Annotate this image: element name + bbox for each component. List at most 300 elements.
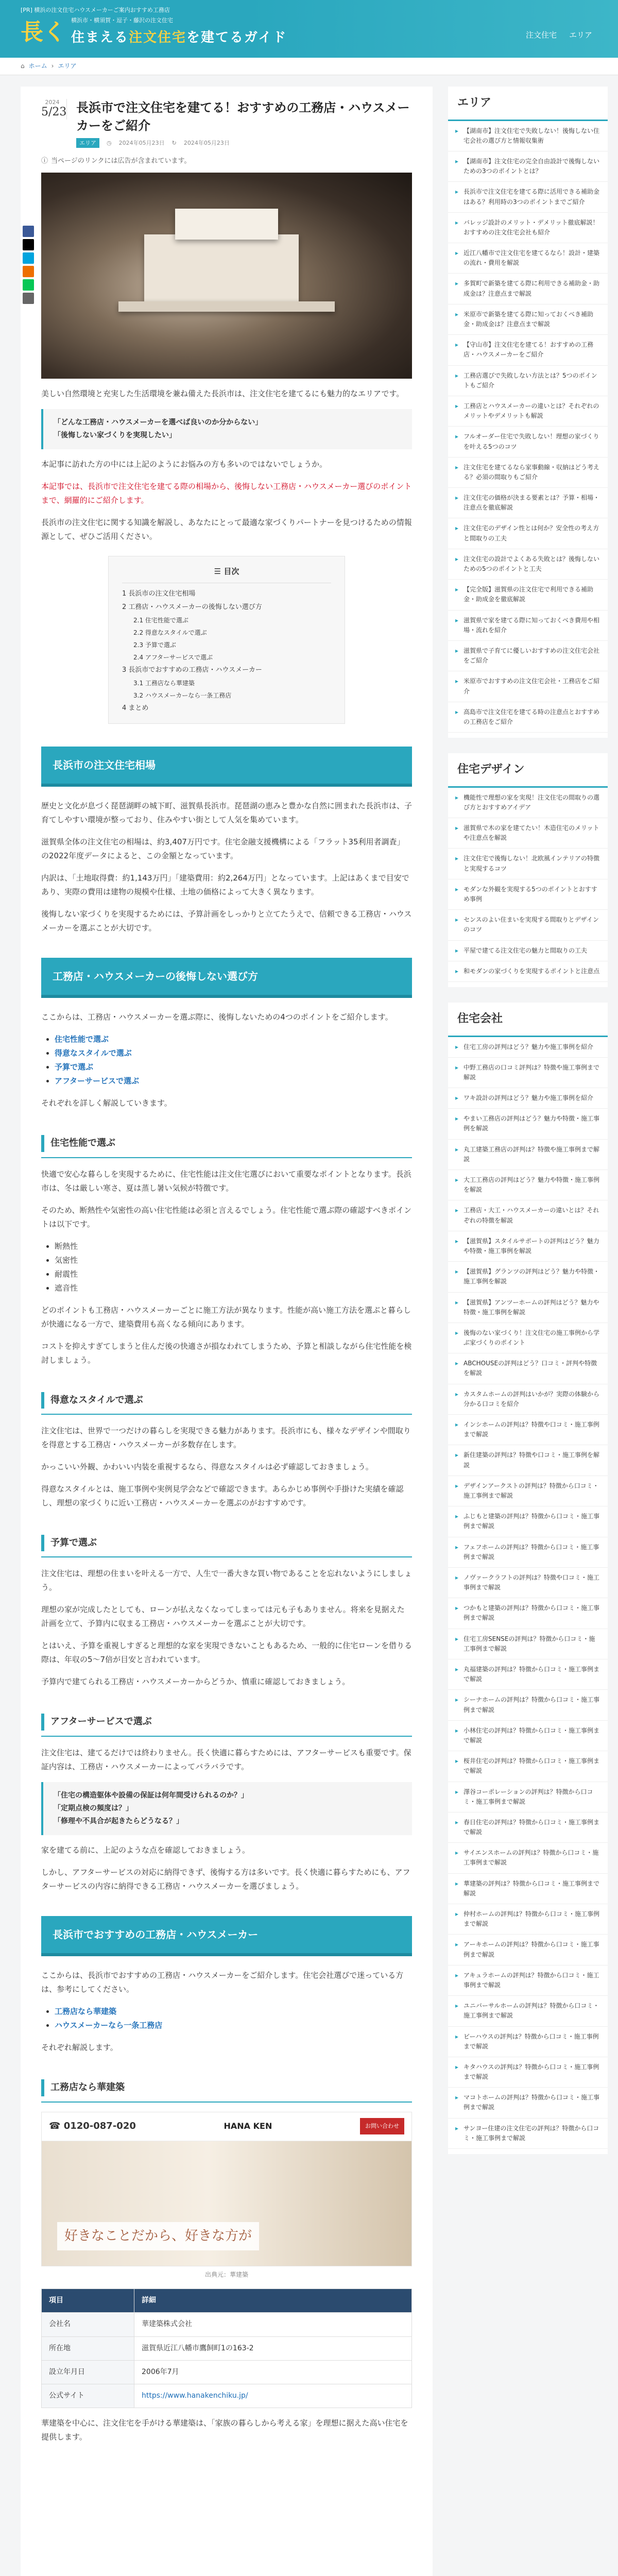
sidebar-item-label: やまい工務店の評判はどう？魅力や特徴・施工事例を解説: [464, 1115, 600, 1132]
chevron-right-icon: ▸: [455, 677, 459, 685]
quote-line: 「住宅の構造躯体や設備の保証は何年間受けられるのか？」: [54, 1791, 248, 1800]
sidebar-item-label: 注文住宅の価格が決まる要素とは？予算・相場・注意点を徹底解説: [464, 494, 600, 512]
chevron-right-icon: ▸: [455, 1063, 459, 1071]
intro-paragraph-2: 本記事に訪れた方の中には上記のようにお悩みの方も多いのではないでしょうか。: [41, 460, 328, 469]
logo-main: [71, 26, 287, 50]
hero-model-base: [118, 301, 335, 312]
s2b-paragraph: 注文住宅は、世界で一つだけの暮らしを実現できる魅力があります。長浜市にも、様々なデザインや間取りを得意とする工務店・ハウスメーカーが多数存在します。: [41, 1426, 411, 1449]
sidebar-item-area[interactable]: [448, 243, 608, 274]
logo-main-a: 住まえる: [71, 29, 129, 45]
chevron-right-icon: ▸: [455, 2063, 459, 2071]
logo-text: [71, 15, 287, 50]
hatena-icon[interactable]: [23, 252, 34, 264]
subheading-performance: 住宅性能で選ぶ: [41, 1130, 412, 1158]
s2-paragraph: ここからは、工務店・ハウスメーカーを選ぶ際に、後悔しないための4つのポイントをご紹介します。: [41, 1012, 393, 1022]
banner-top-bar: [42, 2112, 411, 2141]
sidebar-item-label: 丸工建築工務店の評判は？特徴や施工事例まで解説: [464, 1145, 600, 1163]
sidebar-item-label: 丸福建築の評判は？特徴から口コミ・施工事例まで解説: [464, 1666, 600, 1683]
logo-subtitle: 横浜市・横須賀・逗子・藤沢の注文住宅: [71, 17, 173, 24]
official-site-link[interactable]: https://www.hanakenchiku.jp/: [142, 2392, 248, 2400]
sidebar-item-label: フェフホームの評判は？特徴から口コミ・施工事例まで解説: [464, 1543, 599, 1561]
sidebar-item-area[interactable]: [448, 518, 608, 549]
list-item: [55, 1074, 412, 1088]
chevron-right-icon: ▸: [455, 2124, 459, 2132]
sidebar-item-company[interactable]: [448, 1231, 608, 1262]
sidebar-item-company[interactable]: [448, 1598, 608, 1629]
sidebar-item-label: 注文住宅の設計でよくある失敗とは？後悔しないための5つのポイントと工夫: [464, 555, 600, 573]
sidebar-item-label: 注文住宅で後悔しない！北欧風インテリアの特徴と実現するコツ: [464, 855, 600, 872]
facebook-icon[interactable]: [23, 226, 34, 237]
list-item: • 気密性: [55, 1253, 412, 1267]
sidebar-item-label: 【完全版】滋賀県の注文住宅で利用できる補助金・助成金を徹底解説: [464, 586, 594, 603]
anchor-link[interactable]: 工務店なら華建築: [55, 2007, 117, 2016]
table-header: 項目: [42, 2289, 134, 2313]
sidebar-item-company[interactable]: [448, 1445, 608, 1476]
s2c-paragraph: 予算内で建てられる工務店・ハウスメーカーからどうか、慎重に確認しておきましょう。: [41, 1677, 350, 1687]
post-date: [41, 99, 67, 120]
chevron-right-icon: ▸: [455, 341, 459, 349]
sidebar-item-label: キタハウスの評判は？特徴から口コミ・施工事例まで解説: [464, 2063, 599, 2081]
anchor-link[interactable]: 予算で選ぶ: [55, 1062, 94, 1072]
s2-paragraph: それぞれを詳しく解説していきます。: [41, 1098, 172, 1108]
sidebar-item-label: 住宅工房の評判はどう？魅力や施工事例を紹介: [464, 1043, 594, 1050]
banner-logo: HANA KEN: [224, 2121, 272, 2131]
chevron-right-icon: ▸: [455, 1360, 459, 1367]
toc-list: [122, 587, 331, 715]
chevron-right-icon: ▸: [455, 524, 459, 532]
chevron-right-icon: ▸: [455, 946, 459, 954]
list-item: [55, 2005, 412, 2019]
s2c-paragraph: とはいえ、予算を重視しすぎると理想的な家を実現できないこともあるため、一般的に住宅ローンを借りる際は、年収の5〜7倍が目安と言われています。: [41, 1641, 413, 1665]
sidebar-item-label: 米原市でおすすめの注文住宅会社・工務店をご紹介: [464, 677, 600, 695]
s2d-paragraph: 家を建てる前に、上記のような点を確認しておきましょう。: [41, 1845, 250, 1855]
sidebar-item-company[interactable]: [448, 2088, 608, 2118]
sidebar-item-company[interactable]: [448, 1904, 608, 1935]
chevron-right-icon: ▸: [455, 1329, 459, 1336]
list-item: • 耐震性: [55, 1267, 412, 1281]
post-meta: [76, 138, 412, 148]
line-icon[interactable]: [23, 279, 34, 291]
chevron-right-icon: ▸: [455, 1941, 459, 1948]
table-row: [42, 2360, 412, 2384]
sidebar-item-label: 高島市で注文住宅を建てる時の注意点とおすすめの工務店をご紹介: [464, 708, 600, 725]
sidebar-item-label: 滋賀県で家を建てる際に知っておくべき費用や相場・流れを紹介: [464, 616, 600, 634]
sidebar-item-label: 和モダンの家づくりを実現するポイントと注意点: [464, 967, 600, 975]
chevron-right-icon: ▸: [455, 1573, 459, 1581]
chevron-right-icon: ▸: [455, 1726, 459, 1734]
sidebar-item-company[interactable]: [448, 1293, 608, 1323]
sidebar-item-company[interactable]: [448, 1935, 608, 1965]
sidebar-item-label: サイエンスホームの評判は？特徴から口コミ・施工事例まで解説: [464, 1849, 599, 1867]
post-year: 2024: [45, 99, 60, 106]
hero-model-roof: [175, 209, 278, 240]
quote-line: 「定期点検の頻度は？」: [54, 1804, 133, 1812]
s3-link-list: [55, 2005, 412, 2032]
chevron-right-icon: ▸: [455, 855, 459, 862]
sidebar-item-label: 工務店選びで失敗しない方法とは？5つのポイントもご紹介: [464, 371, 597, 389]
sidebar-item-label: 滋賀県で子育てに優しいおすすめの注文住宅会社をご紹介: [464, 647, 600, 665]
s1-paragraph: 滋賀県全体の注文住宅の相場は、約3,407万円です。住宅金融支援機構による「フラット35利用者調査」の2022年度データによると、この金額となっています。: [41, 837, 405, 861]
chevron-right-icon: ▸: [455, 494, 459, 502]
sidebar-item-label: フルオーダー住宅で失敗しない！理想の家づくりを叶える5つのコツ: [464, 433, 599, 450]
breadcrumb: [0, 58, 618, 75]
sidebar-item-label: ビーハウスの評判は？特徴から口コミ・施工事例まで解説: [464, 2032, 599, 2050]
logo-main-highlight: 注文住宅: [129, 29, 187, 45]
hero-model-block: [144, 234, 299, 301]
sidebar-item-label: 桜井住宅の評判は？特徴から口コミ・施工事例まで解説: [464, 1757, 600, 1775]
chevron-right-icon: ▸: [455, 1666, 459, 1673]
chevron-right-icon: ▸: [455, 916, 459, 924]
toc-item[interactable]: 2 工務店・ハウスメーカーの後悔しない選び方: [122, 603, 262, 612]
toc-item[interactable]: 3 長浜市でおすすめの工務店・ハウスメーカー: [122, 666, 262, 674]
sidebar-item-label: 住宅工房SENSEの評判は？特徴から口コミ・施工事例まで解説: [464, 1635, 595, 1652]
toc-item[interactable]: 3.1 工務店なら華建築: [133, 680, 195, 687]
pocket-icon[interactable]: [23, 266, 34, 277]
sidebar-item-label: アーキホームの評判は？特徴から口コミ・施工事例まで解説: [464, 1941, 599, 1958]
toc-item[interactable]: 2.2 得意なスタイルで選ぶ: [133, 629, 207, 637]
sidebar-item-area[interactable]: [448, 213, 608, 243]
sidebar-item-area[interactable]: [448, 182, 608, 212]
chevron-right-icon: ▸: [455, 2002, 459, 2010]
sidebar-item-label: 大工工務店の評判はどう？魅力や特徴・施工事例を解説: [464, 1176, 600, 1194]
intro-paragraph-1: 美しい自然環境と充実した生活環境を兼ね備えた長浜市は、注文住宅を建てるにも魅力的なエリアです。: [41, 388, 404, 398]
sidebar-item-company[interactable]: [448, 1812, 608, 1843]
sidebar-item-label: 近江八幡市で注文住宅を建てるなら！設計・建築の流れ・費用を解説: [464, 249, 600, 267]
company-banner-image[interactable]: [41, 2112, 412, 2266]
s2b-paragraph: 得意なスタイルとは、施工事例や実例見学会などで確認できます。あらかじめ事例や手掛けた実績を確認し、理想の家づくりに近い工務店・ハウスメーカーを選ぶのがおすすめです。: [41, 1484, 404, 1507]
sidebar-item-design[interactable]: [448, 910, 608, 940]
sidebar-item-area[interactable]: [448, 121, 608, 151]
sidebar-item-label: アキュラホームの評判は？特徴から口コミ・施工事例まで解説: [464, 1971, 599, 1989]
nav-item-area[interactable]: エリア: [569, 30, 592, 40]
anchor-link[interactable]: 住宅性能で選ぶ: [55, 1035, 109, 1044]
sidebar-item-design[interactable]: [448, 818, 608, 849]
sidebar-item-company[interactable]: [448, 1170, 608, 1200]
performance-list: [55, 1240, 412, 1295]
chevron-right-icon: ▸: [455, 433, 459, 440]
sidebar-item-label: 長浜市で注文住宅を建てる際に活用できる補助金はある？利用時の3つのポイントまでご紹介: [464, 188, 600, 206]
sidebar-title-company: 住宅会社: [448, 1003, 608, 1037]
sidebar-item-company[interactable]: [448, 1996, 608, 2026]
sidebar-item-company[interactable]: [448, 1323, 608, 1353]
s2d-paragraph: 注文住宅は、建てるだけでは終わりません。長く快適に暮らすためには、アフターサービスも重要です。保証内容は、工務店・ハウスメーカーによってバラバラです。: [41, 1748, 411, 1771]
sidebar-item-company[interactable]: [448, 1200, 608, 1231]
sidebar-item-company[interactable]: [448, 1721, 608, 1751]
anchor-link[interactable]: ハウスメーカーなら一条工務店: [55, 2021, 163, 2030]
sidebar-item-label: 米原市で新築を建てる際に知っておくべき補助金・助成金は？注意点まで解説: [464, 310, 594, 328]
sidebar-item-label: 工務店とハウスメーカーの違いとは？それぞれのメリットやデメリットも解説: [464, 402, 599, 420]
table-key: 所在地: [42, 2336, 134, 2360]
section-heading-price: 長浜市の注文住宅相場: [41, 747, 412, 787]
sidebar-item-label: 小林住宅の評判は？特徴から口コミ・施工事例まで解説: [464, 1726, 600, 1744]
chevron-right-icon: ▸: [455, 1757, 459, 1765]
toc-item[interactable]: 2.1 住宅性能で選ぶ: [133, 617, 188, 624]
table-key: 公式サイト: [42, 2384, 134, 2408]
quote-box-1: [41, 409, 412, 449]
table-value: [134, 2384, 412, 2408]
sidebar-item-company[interactable]: [448, 1415, 608, 1445]
published-date: 2024年05月23日: [118, 139, 165, 146]
list-item: [55, 2019, 412, 2032]
chevron-right-icon: ▸: [455, 1482, 459, 1489]
chevron-right-icon: ▸: [455, 647, 459, 654]
subheading-aftercare: アフターサービスで選ぶ: [41, 1708, 412, 1736]
sidebar-item-label: 後悔のない家づくり！注文住宅の施工事例から学ぶ家づくりのポイント: [464, 1329, 600, 1347]
sidebar-item-design[interactable]: [448, 879, 608, 910]
sidebar-item-label: ふじもと建築の評判は？特徴から口コミ・施工事例まで解説: [464, 1513, 600, 1530]
toc-title: [122, 565, 331, 583]
chevron-right-icon: ▸: [455, 1696, 459, 1704]
sidebar-item-design[interactable]: [448, 941, 608, 961]
toc-item[interactable]: 1 長浜市の注文住宅相場: [122, 590, 196, 598]
sidebar-item-label: 【滋賀県】アンツーホームの評判はどう？魅力や特徴・施工事例を解説: [464, 1298, 599, 1316]
article: [21, 87, 433, 2576]
category-badge[interactable]: エリア: [76, 138, 99, 148]
s2a-paragraph: コストを抑えすぎてしまうと住んだ後の快適さが損なわれてしまうため、予算と相談しながら住宅性能を検討しましょう。: [41, 1341, 412, 1365]
chevron-right-icon: ▸: [455, 1115, 459, 1123]
sidebar-item-design[interactable]: [448, 788, 608, 818]
sidebar-item-company[interactable]: [448, 2119, 608, 2149]
quote-line: 「どんな工務店・ハウスメーカーを選べば良いのか分からない」: [54, 418, 263, 427]
sidebar-item-company[interactable]: [448, 1109, 608, 1139]
s2c-paragraph: 理想の家が完成したとしても、ローンが払えなくなってしまっては元も子もありません。将来を見据えた計画を立て、予算内に収まる工務店・ハウスメーカーを選ぶことが大切です。: [41, 1605, 405, 1629]
sidebar-item-area[interactable]: [448, 488, 608, 518]
chevron-right-icon: ▸: [455, 708, 459, 716]
sidebar-item-company[interactable]: [448, 1537, 608, 1568]
s2a-paragraph: 快適で安心な暮らしを実現するために、住宅性能は注文住宅選びにおいて重要なポイントとなります。長浜市は、冬は厳しい寒さ、夏は蒸し暑い気候が特徴です。: [41, 1169, 411, 1193]
x-icon[interactable]: [23, 239, 34, 250]
site-header: [0, 0, 618, 58]
subheading-style: 得意なスタイルで選ぶ: [41, 1387, 412, 1415]
sidebar-item-company[interactable]: [448, 1965, 608, 1996]
image-caption: 出典元：華建築: [204, 2270, 248, 2278]
s1-paragraph: 内訳は、「土地取得費：約1,143万円」「建築費用：約2,264万円」となっています。上記はあくまで目安であり、実際の費用は建物の規模や仕様、土地の価格によって大きく異なります。: [41, 873, 409, 897]
chevron-right-icon: ▸: [455, 1604, 459, 1612]
s3-paragraph: 華建築を中心に、注文住宅を手がける華建築は、「家族の暮らしから考える家」を理想に据えた高い住宅を提供します。: [41, 2418, 408, 2442]
sidebar-item-company[interactable]: [448, 1659, 608, 1690]
sidebar-item-company[interactable]: [448, 1384, 608, 1415]
sidebar-item-label: 新住建築の評判は？特徴や口コミ・施工事例を解説: [464, 1451, 600, 1469]
sidebar-item-area[interactable]: [448, 457, 608, 488]
chevron-right-icon: ▸: [455, 2032, 459, 2040]
sidebar-item-label: 春日住宅の評判は？特徴から口コミ・施工事例まで解説: [464, 1818, 600, 1836]
chevron-right-icon: ▸: [455, 1390, 459, 1398]
share-buttons: [23, 226, 34, 304]
chevron-right-icon: ▸: [455, 1145, 459, 1153]
s2c-paragraph: 注文住宅は、理想の住まいを叶える一方で、人生で一番大きな買い物であることを忘れないようにしましょう。: [41, 1569, 412, 1592]
sidebar-item-company[interactable]: [448, 1140, 608, 1170]
header-nav: [526, 28, 592, 42]
s1-paragraph: 後悔しない家づくりを実現するためには、予算計画をしっかりと立てたうえで、信頼できる工務店・ハウスメーカーを選ぶことが大切です。: [41, 909, 412, 933]
chevron-right-icon: ▸: [455, 2094, 459, 2102]
chevron-right-icon: ▸: [455, 127, 459, 134]
chevron-right-icon: ▸: [455, 1043, 459, 1050]
post-month-day: 5/23: [41, 106, 67, 119]
sidebar-item-label: 澤谷コーポレーションの評判は？特徴から口コミ・施工事例まで解説: [464, 1788, 593, 1805]
section-heading-recommend: 長浜市でおすすめの工務店・ハウスメーカー: [41, 1916, 412, 1956]
sidebar-item-company[interactable]: [448, 1088, 608, 1109]
sidebar-item-area[interactable]: [448, 641, 608, 671]
chevron-right-icon: ▸: [455, 793, 459, 801]
sidebar-item-area[interactable]: [448, 611, 608, 641]
quote-line: 「修理や不具合が起きたらどうなる？」: [54, 1817, 183, 1826]
sidebar-item-label: 華建築の評判は？特徴から口コミ・施工事例まで解説: [464, 1879, 600, 1897]
chevron-right-icon: ▸: [455, 1421, 459, 1429]
intro-paragraph-3: 本記事では、長浜市で注文住宅を建てる際の相場から、後悔しない工務店・ハウスメーカー選びのポイントまで、網羅的にご紹介します。: [41, 482, 412, 505]
sidebar-item-label: 工務店・大工・ハウスメーカーの違いとは？それぞれの特徴を解説: [464, 1207, 599, 1224]
sidebar-item-label: ノヴァークラフトの評判は？特徴や口コミ・施工事例まで解説: [464, 1573, 599, 1591]
s1-paragraph: 歴史と文化が息づく琵琶湖畔の城下町、滋賀県長浜市。琵琶湖の恵みと豊かな自然に囲まれた長浜市は、子育てしやすい環境が整っており、住みやすい街として人気を集めています。: [41, 801, 413, 825]
info-icon: ⓘ: [41, 157, 48, 165]
site-logo[interactable]: [21, 15, 287, 50]
sidebar-item-label: 【湖南市】注文住宅で失敗しない！後悔しない住宅会社の選び方と情報収集術: [464, 127, 600, 144]
sidebar-item-area[interactable]: [448, 580, 608, 610]
sidebar-item-label: インシホームの評判は？特徴や口コミ・施工事例まで解説: [464, 1421, 599, 1438]
sidebar-item-area[interactable]: [448, 151, 608, 182]
sidebar-item-company[interactable]: [448, 1690, 608, 1720]
sidebar-item-design[interactable]: [448, 961, 608, 982]
chevron-right-icon: ▸: [455, 1268, 459, 1276]
sidebar-item-company[interactable]: [448, 1037, 608, 1058]
sidebar-title-design: 住宅デザイン: [448, 753, 608, 788]
sidebar-item-label: センスのよい住まいを実現する間取りとデザインのコツ: [464, 916, 599, 934]
sidebar-item-label: つかもと建築の評判は？特徴から口コミ・施工事例まで解説: [464, 1604, 600, 1622]
sidebar-item-company[interactable]: [448, 1058, 608, 1088]
sidebar-item-label: シーナホームの評判は？特徴から口コミ・施工事例まで解説: [464, 1696, 600, 1714]
sidebar-area-list: [448, 121, 608, 733]
quote-box-2: [41, 1782, 412, 1836]
chevron-right-icon: ▸: [455, 885, 459, 893]
chevron-right-icon: ▸: [455, 1879, 459, 1887]
sidebar-item-company[interactable]: [448, 1629, 608, 1659]
anchor-link[interactable]: 得意なスタイルで選ぶ: [55, 1048, 132, 1058]
s2a-paragraph: そのため、断熱性や気密性の高い住宅性能は必須と言えるでしょう。住宅性能で選ぶ際の確認すべきポイントは以下です。: [41, 1205, 411, 1229]
sidebar: [448, 87, 608, 2576]
sidebar-item-company[interactable]: [448, 1476, 608, 1506]
logo-big-text: 長く: [21, 19, 66, 46]
chevron-right-icon: ▸: [455, 1513, 459, 1520]
sidebar-company-list: [448, 1037, 608, 2149]
sidebar-item-company[interactable]: [448, 1782, 608, 1812]
sidebar-item-company[interactable]: [448, 1262, 608, 1292]
chevron-right-icon: ▸: [455, 463, 459, 471]
chevron-right-icon: ▸: [455, 1451, 459, 1459]
sidebar-item-area[interactable]: [448, 671, 608, 702]
sidebar-item-label: 【守山市】注文住宅を建てる！おすすめの工務店・ハウスメーカーをご紹介: [464, 341, 594, 359]
banner-cta: お問い合わせ: [360, 2118, 404, 2134]
sidebar-item-area[interactable]: [448, 366, 608, 396]
list-icon: ☰: [214, 567, 224, 577]
sidebar-item-label: 【湖南市】注文住宅の完全自由設計で後悔しないための3つのポイントとは？: [464, 157, 600, 175]
home-icon: ⌂: [21, 62, 25, 70]
table-value: 滋賀県近江八幡市鷹飼町1の163-2: [134, 2336, 412, 2360]
sidebar-item-company[interactable]: [448, 1843, 608, 1873]
table-header: 詳細: [134, 2289, 412, 2313]
sidebar-item-label: サンヨー住建の注文住宅の評判は？特徴から口コミ・施工事例まで解説: [464, 2124, 599, 2142]
table-row: [42, 2384, 412, 2408]
breadcrumb-home[interactable]: ホーム: [28, 62, 47, 70]
s2a-paragraph: どのポイントも工務店・ハウスメーカーごとに施工方法が異なります。性能が高い施工方法を選ぶと暮らしが快適になる一方で、建築費用も高くなる傾向にあります。: [41, 1305, 411, 1329]
s3-paragraph: ここからは、長浜市でおすすめの工務店・ハウスメーカーをご紹介します。住宅会社選びで迷っている方は、参考にしてください。: [41, 1971, 404, 1994]
sidebar-item-label: 【滋賀県】グランツの評判はどう？魅力や特徴・施工事例を解説: [464, 1268, 600, 1285]
sidebar-item-area[interactable]: [448, 549, 608, 580]
sidebar-item-label: モダンな外観を実現する5つのポイントとおすすめ事例: [464, 885, 597, 903]
chevron-right-icon: ▸: [455, 1971, 459, 1979]
breadcrumb-area[interactable]: エリア: [58, 62, 77, 70]
company-info-table: [41, 2289, 412, 2408]
chevron-right-icon: ▸: [455, 824, 459, 832]
list-item: • 断熱性: [55, 1240, 412, 1253]
chevron-right-icon: ▸: [455, 1298, 459, 1306]
sidebar-item-design[interactable]: [448, 849, 608, 879]
banner-phone-number: 0120-087-020: [63, 2120, 136, 2131]
chevron-right-icon: ▸: [455, 249, 459, 257]
sidebar-item-label: カスタムホームの評判はいかが？実際の体験から分かる口コミを紹介: [464, 1390, 600, 1408]
chevron-right-icon: ▸: [455, 586, 459, 594]
table-key: 会社名: [42, 2313, 134, 2336]
sidebar-item-area[interactable]: [448, 702, 608, 733]
table-row: [42, 2313, 412, 2336]
sidebar-item-area[interactable]: [448, 396, 608, 427]
sidebar-item-label: ABCHOUSEの評判はどう？口コミ・評判や特徴を解説: [464, 1360, 597, 1377]
table-key: 設立年月日: [42, 2360, 134, 2384]
chevron-right-icon: ▸: [455, 1237, 459, 1245]
sidebar-item-area[interactable]: [448, 274, 608, 304]
sidebar-item-label: 中野工務店の口コミ評判は？特徴や施工事例まで解説: [464, 1063, 600, 1081]
sidebar-item-company[interactable]: [448, 1353, 608, 1384]
nav-item-chumon[interactable]: 注文住宅: [525, 30, 557, 40]
clock-icon: ◷: [107, 139, 112, 146]
list-item: [55, 1032, 412, 1046]
sidebar-item-label: マコトホームの評判は？特徴から口コミ・施工事例まで解説: [464, 2094, 600, 2111]
sidebar-item-company[interactable]: [448, 1506, 608, 1537]
table-value: 華建築株式会社: [134, 2313, 412, 2336]
chevron-right-icon: ▸: [455, 310, 459, 318]
chevron-right-icon: ▸: [455, 1788, 459, 1795]
refresh-icon: ↻: [171, 139, 177, 146]
banner-copy: 好きなことだから、好きな方が: [57, 2222, 259, 2250]
sidebar-item-label: 平屋で建てる注文住宅の魅力と間取りの工夫: [464, 946, 588, 954]
sidebar-item-company[interactable]: [448, 1874, 608, 1904]
chevron-right-icon: ▸: [455, 1635, 459, 1642]
sidebar-item-company[interactable]: [448, 1751, 608, 1782]
toc-item[interactable]: 4 まとめ: [122, 704, 149, 713]
sidebar-item-area[interactable]: [448, 304, 608, 335]
table-of-contents: [108, 556, 345, 724]
pr-note-text: 当ページのリンクには広告が含まれています。: [51, 157, 191, 165]
sidebar-item-company[interactable]: [448, 2057, 608, 2088]
s2d-paragraph: しかし、アフターサービスの対応に納得できず、後悔する方は多いです。長く快適に暮らすためにも、アフターサービスの内容に納得できる工務店・ハウスメーカーを選びましょう。: [41, 1868, 410, 1891]
sidebar-company: [448, 1003, 608, 2154]
toc-item[interactable]: 2.4 アフターサービスで選ぶ: [133, 654, 213, 662]
list-item: [55, 1046, 412, 1060]
sidebar-item-area[interactable]: [448, 427, 608, 457]
toc-item[interactable]: 2.3 予算で選ぶ: [133, 641, 176, 649]
copy-link-icon[interactable]: [23, 293, 34, 304]
sidebar-item-company[interactable]: [448, 2027, 608, 2057]
sidebar-item-label: 仲村ホームの評判は？特徴から口コミ・施工事例まで解説: [464, 1910, 600, 1928]
sidebar-item-label: 多賀町で新築を建てる際に利用できる補助金・助成金は？注意点まで解説: [464, 280, 600, 297]
list-item: • 遮音性: [55, 1281, 412, 1295]
sidebar-area: [448, 87, 608, 738]
anchor-link[interactable]: アフターサービスで選ぶ: [55, 1076, 139, 1086]
sidebar-item-label: 【滋賀県】スタイルサポートの評判はどう？魅力や特徴・施工事例を解説: [464, 1237, 599, 1255]
chevron-right-icon: ▸: [455, 967, 459, 975]
sidebar-item-area[interactable]: [448, 335, 608, 365]
pr-note: [41, 155, 412, 167]
sidebar-item-company[interactable]: [448, 1568, 608, 1598]
toc-item[interactable]: 3.2 ハウスメーカーなら一条工務店: [133, 692, 232, 700]
